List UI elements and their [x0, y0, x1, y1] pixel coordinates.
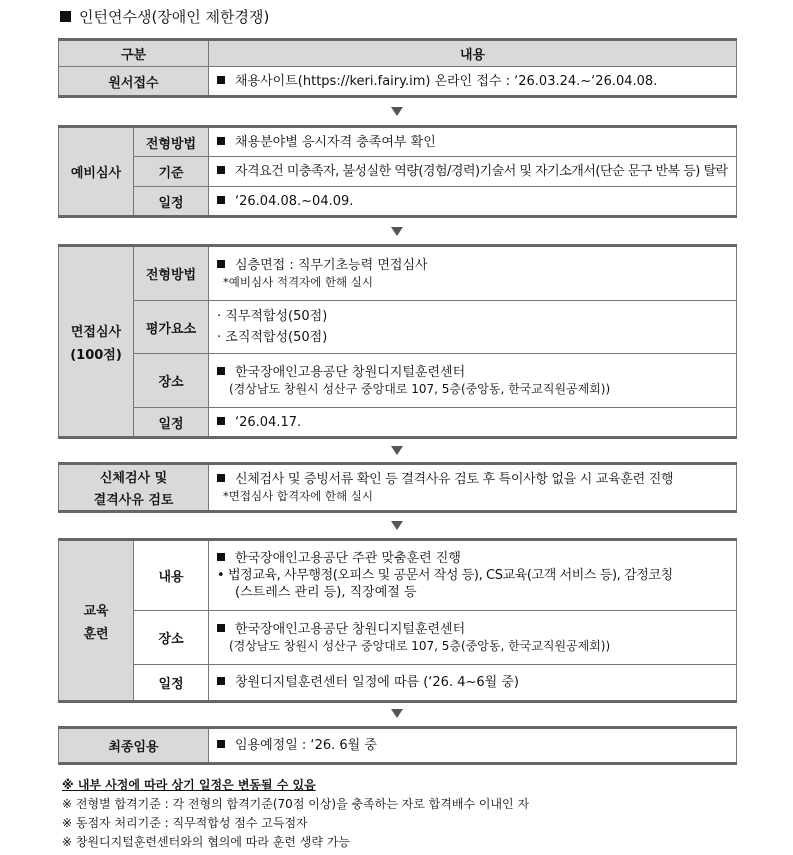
- down-arrow-icon: [391, 227, 403, 236]
- down-arrow-icon: [391, 709, 403, 718]
- application-label: 원서접수: [59, 67, 209, 97]
- interview-place-label: 장소: [134, 354, 209, 408]
- prelim-table: [58, 125, 737, 218]
- training-label: [59, 540, 134, 702]
- training-label-line2: 훈련: [83, 626, 109, 642]
- note-text: ※ 창원디지털훈련센터와의 협의에 따라 훈련 생략 가능: [62, 835, 350, 849]
- application-text: 채용사이트(https://keri.fairy.im) 온라인 접수 : ‘26.03.24.~‘26.04.08.: [235, 73, 658, 89]
- training-date-label: 일정: [134, 665, 209, 702]
- note-text: ※ 내부 사정에 따라 상기 일정은 변동될 수 있음: [62, 778, 316, 792]
- prelim-criteria-text: 자격요건 미충족자, 불성실한 역량(경험/경력)기술서 및 자기소개서(단순 문구 반복 등) 탈락: [235, 164, 728, 179]
- interview-place-addr: (경상남도 창원시 성산구 중앙대로 107, 5층(중앙동, 한국교직원공제회)): [229, 381, 611, 396]
- training-content-line3: (스트레스 관리 등), 직장예절 등: [235, 585, 417, 600]
- training-place-text: 한국장애인고용공단 창원디지털훈련센터: [235, 621, 466, 637]
- section-title-text: 인턴연수생(장애인 제한경쟁): [79, 8, 270, 26]
- down-arrow-icon: [391, 446, 403, 455]
- final-label: 최종임용: [59, 728, 209, 764]
- bullet-icon: [217, 474, 225, 482]
- bullet-icon: [217, 417, 225, 425]
- bullet-icon: [217, 196, 225, 204]
- prelim-criteria-label: 기준: [134, 157, 209, 187]
- note-text: ※ 동점자 처리기준 : 직무적합성 점수 고득점자: [62, 816, 308, 830]
- prelim-method-label: 전형방법: [134, 127, 209, 157]
- interview-table: [58, 244, 737, 439]
- final-table: [58, 726, 737, 765]
- square-bullet-icon: [60, 11, 71, 22]
- bullet-icon: [217, 740, 225, 748]
- interview-date-label: 일정: [134, 408, 209, 438]
- note-item: [62, 815, 308, 831]
- training-place-addr: (경상남도 창원시 성산구 중앙대로 107, 5층(중앙동, 한국교직원공제회)): [229, 638, 611, 653]
- bullet-icon: [217, 166, 225, 174]
- bullet-icon: [217, 137, 225, 145]
- physical-label: [59, 464, 209, 512]
- bullet-icon: [217, 553, 225, 561]
- bullet-icon: [217, 367, 225, 375]
- physical-label-line2: 결격사유 검토: [93, 493, 174, 508]
- training-content-line1: 한국장애인고용공단 주관 맞춤훈련 진행: [235, 551, 461, 566]
- interview-method-note: *예비심사 적격자에 한해 실시: [223, 275, 374, 289]
- prelim-date-text: ‘26.04.08.~04.09.: [235, 193, 354, 209]
- bullet-icon: [217, 76, 225, 84]
- interview-method-text: 심층면접 : 직무기초능력 면접심사: [235, 258, 428, 273]
- training-label-line1: 교육: [83, 603, 109, 619]
- interview-eval-label: 평가요소: [134, 301, 209, 354]
- prelim-date-label: 일정: [134, 187, 209, 217]
- interview-eval-item: · 조직적합성(50점): [217, 330, 328, 345]
- note-item: [62, 796, 529, 812]
- physical-label-line1: 신체검사 및: [99, 471, 168, 486]
- note-text: ※ 전형별 합격기준 : 각 전형의 합격기준(70점 이상)을 충족하는 자로 합격배수 이내인 자: [62, 797, 530, 811]
- bullet-icon: [217, 677, 225, 685]
- prelim-method-text: 채용분야별 응시자격 충족여부 확인: [235, 134, 436, 150]
- final-text: 임용예정일 : ‘26. 6월 중: [235, 738, 377, 753]
- interview-label-line2: (100점): [70, 347, 122, 363]
- interview-place-text: 한국장애인고용공단 창원디지털훈련센터: [235, 364, 466, 380]
- note-item: [62, 834, 350, 850]
- training-date-text: 창원디지털훈련센터 일정에 따름 (‘26. 4~6월 중): [235, 675, 519, 690]
- training-content-label: 내용: [134, 540, 209, 611]
- bullet-icon: [217, 260, 225, 268]
- section-title: [60, 8, 269, 26]
- physical-text: 신체검사 및 증빙서류 확인 등 결격사유 검토 후 특이사항 없을 시 교육훈련 진행: [235, 472, 674, 487]
- physical-table: [58, 462, 737, 513]
- interview-date-text: ‘26.04.17.: [235, 414, 302, 430]
- down-arrow-icon: [391, 107, 403, 116]
- training-table: [58, 538, 737, 703]
- interview-label-line1: 면접심사: [70, 324, 122, 340]
- header-table: [58, 38, 737, 98]
- interview-method-label: 전형방법: [134, 246, 209, 301]
- header-category: 구분: [59, 40, 209, 67]
- interview-label: [59, 246, 134, 438]
- physical-note: *면접심사 합격자에 한해 실시: [223, 489, 374, 503]
- note-item: [62, 777, 316, 793]
- training-content-line2: • 법정교육, 사무행정(오피스 및 공문서 작성 등), CS교육(고객 서비스 등), 감정코칭: [217, 568, 673, 583]
- training-place-label: 장소: [134, 611, 209, 665]
- down-arrow-icon: [391, 521, 403, 530]
- bullet-icon: [217, 624, 225, 632]
- interview-eval-item: · 직무적합성(50점): [217, 309, 328, 324]
- prelim-label: 예비심사: [59, 127, 134, 217]
- header-content: 내용: [209, 40, 737, 67]
